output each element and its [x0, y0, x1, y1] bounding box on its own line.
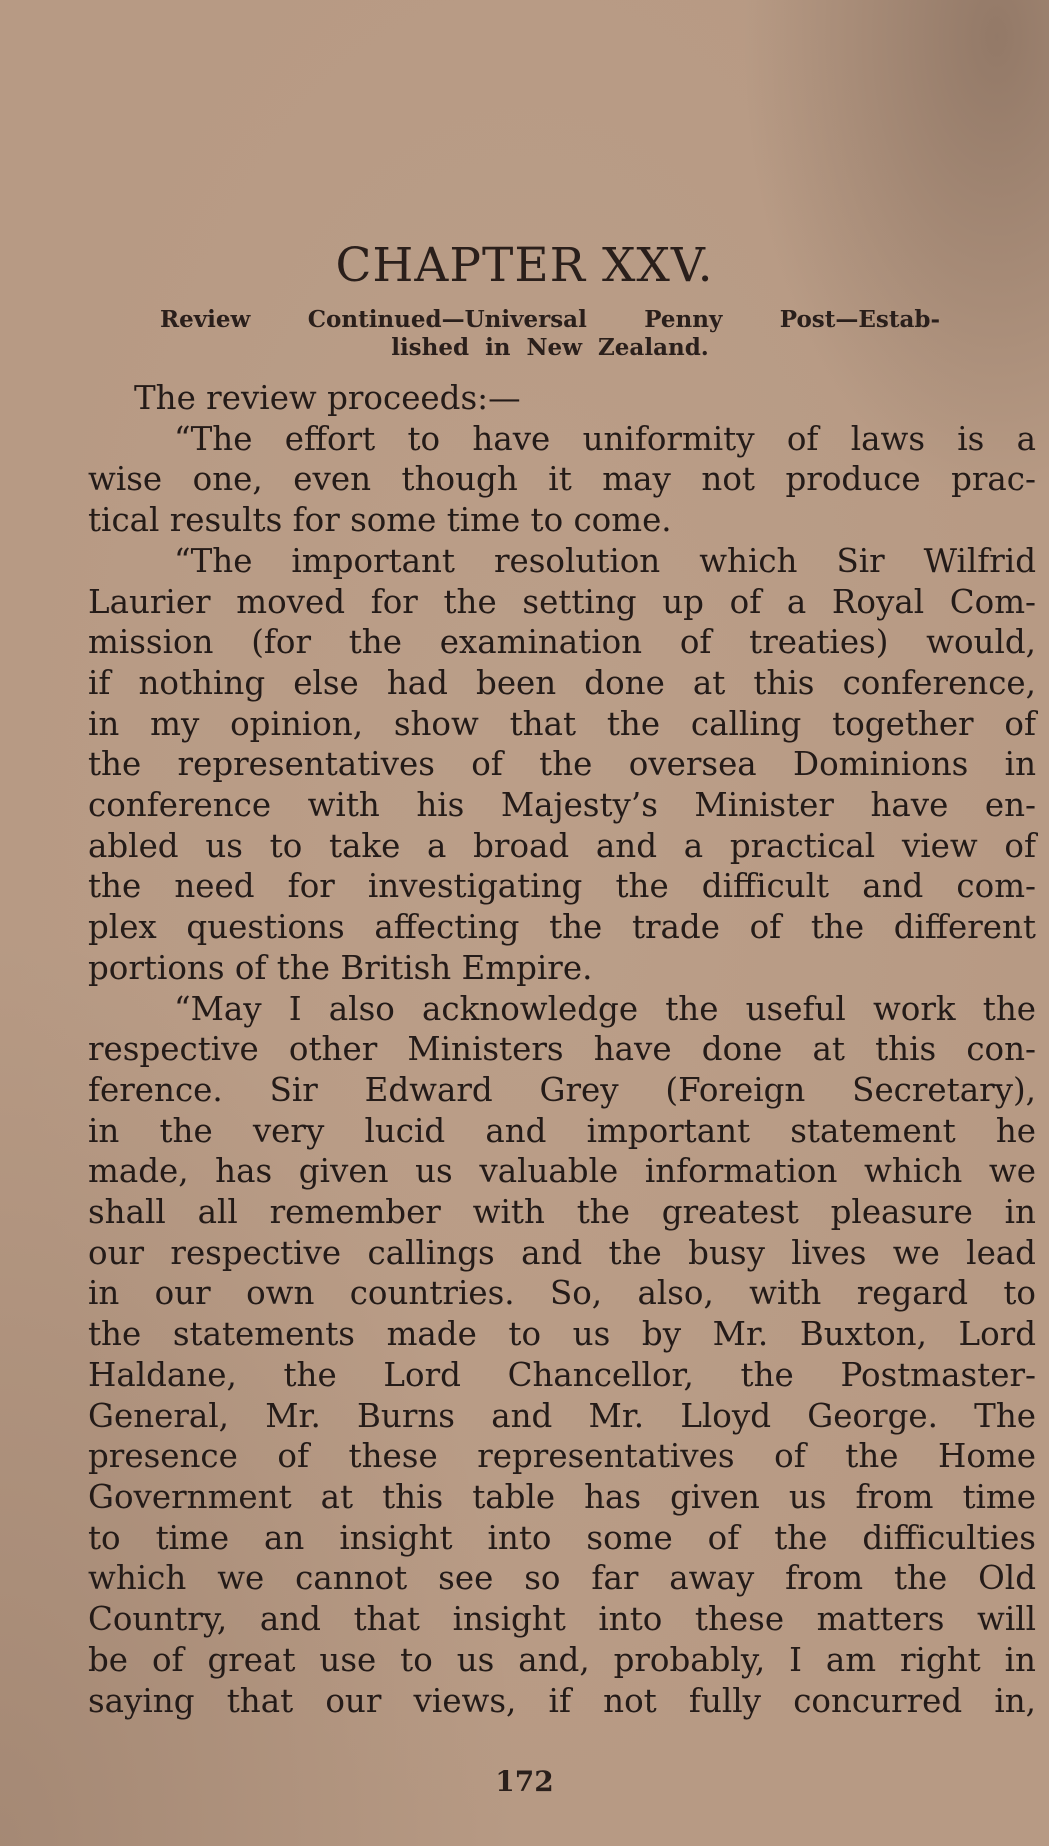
text-line: saying that our views, if not fully concurred in,	[88, 1681, 1036, 1720]
subtitle-line: Review Continued—Universal Penny Post—Estab-	[160, 306, 940, 333]
text-line: the statements made to us by Mr. Buxton, Lord	[88, 1315, 1036, 1354]
text-line: in the very lucid and important statement he	[88, 1111, 1036, 1150]
body-text	[88, 378, 1036, 1721]
text-line: General, Mr. Burns and Mr. Lloyd George. The	[88, 1396, 1036, 1435]
text-line: be of great use to us and, probably, I am right in	[88, 1640, 1036, 1679]
text-line: ference. Sir Edward Grey (Foreign Secretary),	[88, 1070, 1036, 1109]
text-line: tical results for some time to come.	[88, 501, 672, 540]
text-line: which we cannot see so far away from the Old	[88, 1559, 1036, 1598]
text-line: “The effort to have uniformity of laws is a	[174, 419, 1036, 458]
text-line: abled us to take a broad and a practical view of	[88, 826, 1036, 865]
text-line: Government at this table has given us from time	[88, 1477, 1036, 1516]
chapter-subtitle	[160, 306, 940, 362]
text-line: Haldane, the Lord Chancellor, the Postmaster-	[88, 1355, 1036, 1394]
text-line: to time an insight into some of the difficulties	[88, 1518, 1036, 1557]
text-line: The review proceeds:—	[134, 379, 521, 417]
text-line: wise one, even though it may not produce prac-	[88, 460, 1036, 499]
text-line: Laurier moved for the setting up of a Royal Com-	[88, 582, 1036, 621]
text-line: the need for investigating the difficult and com-	[88, 867, 1036, 906]
text-line: our respective callings and the busy lives we lead	[88, 1233, 1036, 1272]
text-line: conference with his Majesty’s Minister have en-	[88, 786, 1036, 825]
text-line: if nothing else had been done at this conference,	[88, 663, 1036, 702]
chapter-title: CHAPTER XXV.	[335, 238, 714, 293]
subtitle-line: lished in New Zealand.	[391, 334, 709, 361]
text-line: respective other Ministers have done at this con-	[88, 1030, 1036, 1069]
text-line: shall all remember with the greatest pleasure in	[88, 1193, 1036, 1232]
text-line: in our own countries. So, also, with regard to	[88, 1274, 1036, 1313]
page-number: 172	[495, 1765, 554, 1798]
text-line: “The important resolution which Sir Wilfrid	[174, 541, 1036, 580]
text-line: “May I also acknowledge the useful work the	[174, 989, 1036, 1028]
text-line: presence of these representatives of the Home	[88, 1437, 1036, 1476]
text-line: in my opinion, show that the calling together of	[88, 704, 1036, 743]
text-line: Country, and that insight into these matters will	[88, 1600, 1036, 1639]
text-line: portions of the British Empire.	[88, 948, 593, 987]
text-line: plex questions affecting the trade of the different	[88, 908, 1036, 947]
text-line: made, has given us valuable information which we	[88, 1152, 1036, 1191]
text-line: the representatives of the oversea Dominions in	[88, 745, 1036, 784]
text-line: mission (for the examination of treaties) would,	[88, 623, 1036, 662]
